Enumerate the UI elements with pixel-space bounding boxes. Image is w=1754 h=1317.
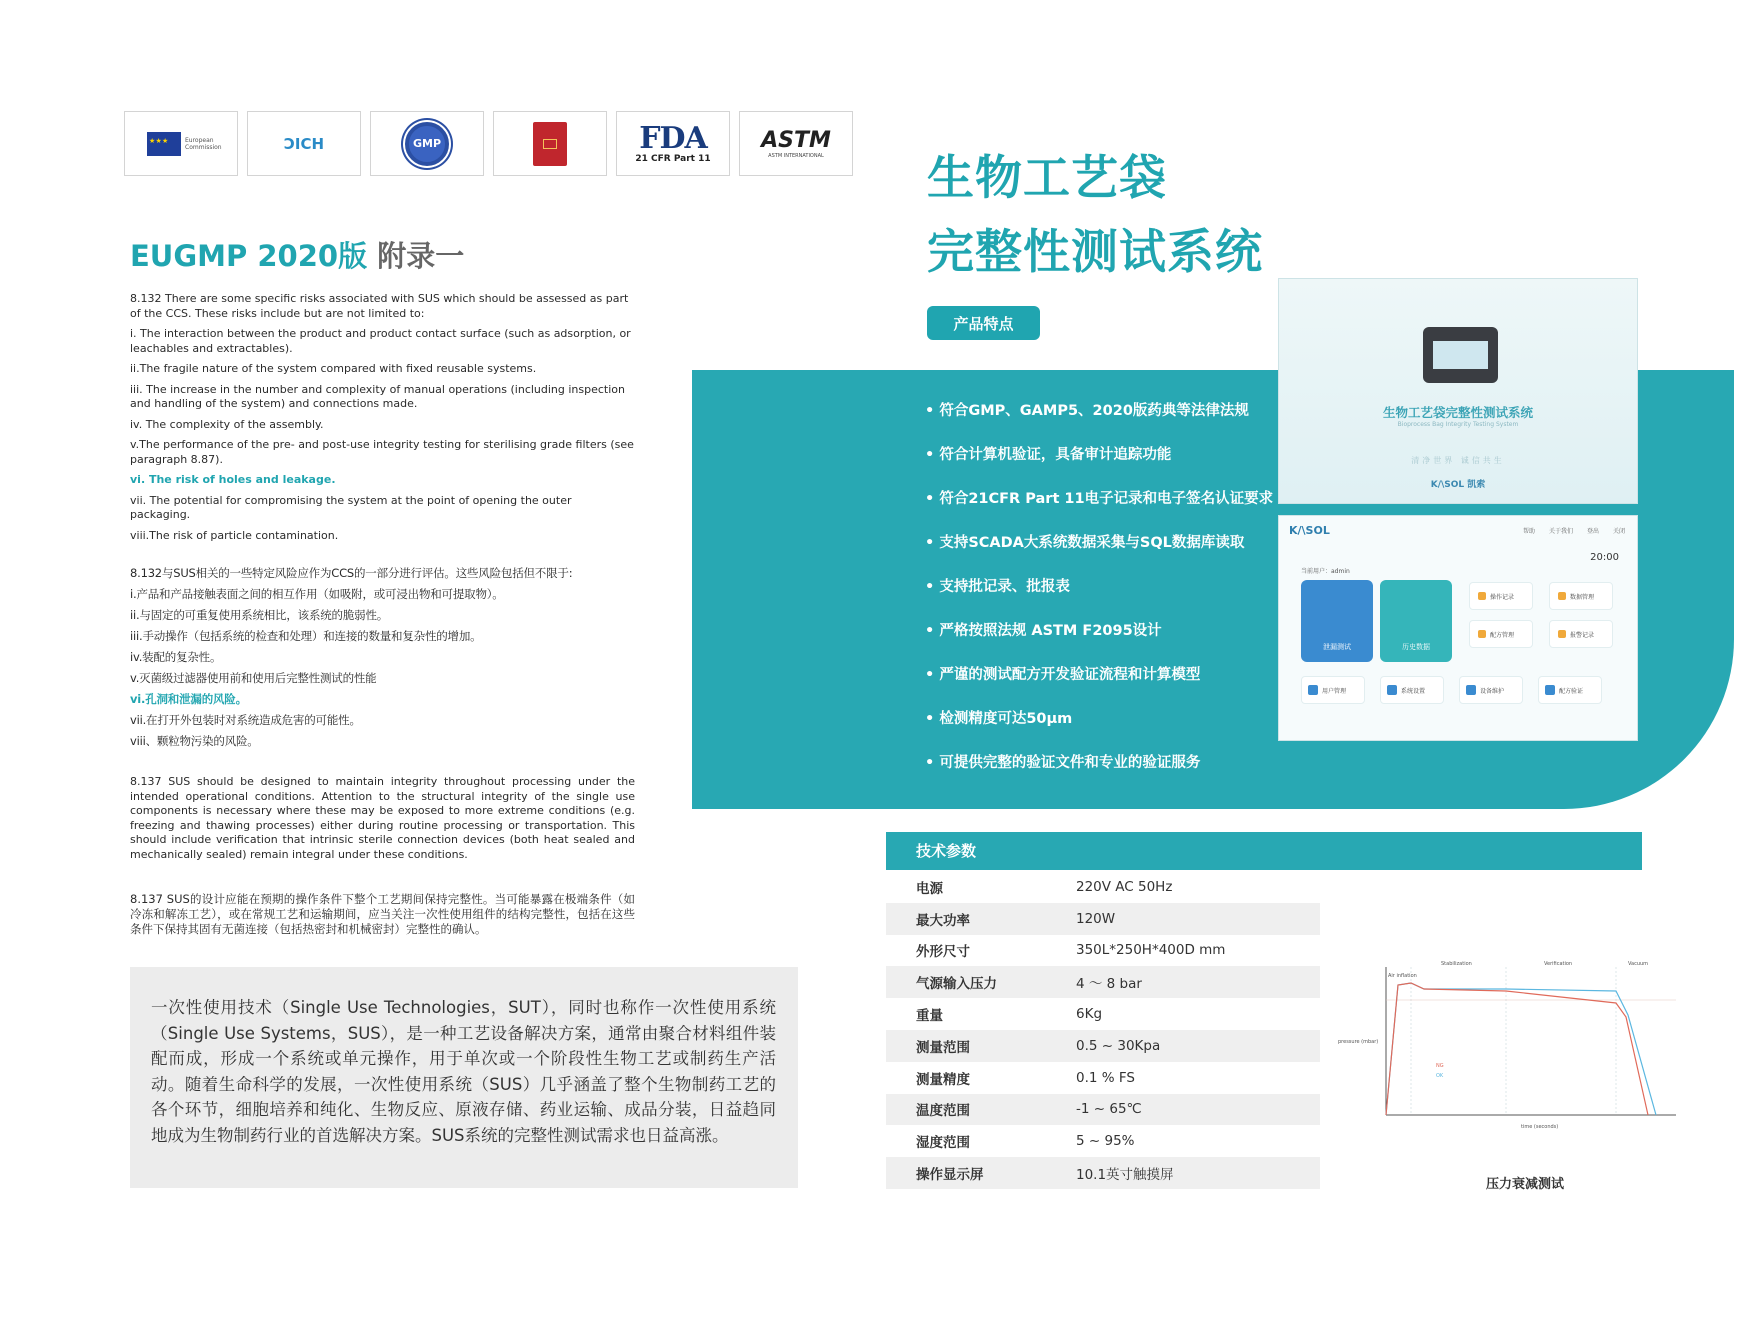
spec-key: 测量精度 [916,1071,970,1088]
spec-row [886,1125,1320,1157]
phase-label: Verification [1544,961,1573,967]
spec-row [886,966,1320,998]
feature-item: • 符合GMP、GAMP5、2020版药典等法律法规 [925,397,1273,441]
spec-header: 技术参数 [886,832,1642,870]
en-point: ii.The fragile nature of the system compared with fixed reusable systems. [130,362,537,375]
device-image: 生物工艺袋完整性测试系统 Bioprocess Bag Integrity Testing System 清净世界 诚信共生 K/\SOL 凯索 [1278,278,1638,504]
cn-point: v.灭菌级过滤器使用前和使用后完整性测试的性能 [130,671,377,685]
sut-intro-box [130,967,798,1188]
software-tile: 配方管理 [1469,620,1533,648]
spec-key: 最大功率 [886,903,1076,935]
spec-value: 0.1 % FS [1076,1069,1135,1086]
spec-value: 10.1英寸触摸屏 [1076,1157,1320,1189]
eu-commission-logo: ★ ★ ★ European Commission [124,111,238,176]
cn-point: viii、颗粒物污染的风险。 [130,734,259,748]
certification-logos [124,111,853,176]
spec-row [886,1062,1320,1094]
spec-row [886,1094,1320,1126]
spec-value: 0.5 ~ 30Kpa [1076,1030,1320,1062]
cn-point: i.产品和产品接触表面之间的相互作用（如吸附，或可浸出物和可提取物）。 [130,587,504,601]
phase-label: Stabilization [1441,961,1472,967]
spec-key: 操作显示屏 [886,1157,1076,1189]
pharmacopoeia-book-icon [533,122,567,166]
history-data-tile: 历史数据 [1380,580,1452,662]
y-axis-label: pressure (mbar) [1338,1039,1379,1045]
ich-logo: ƆICH [247,111,361,176]
software-tile: 配方验证 [1538,676,1602,704]
spec-key: 湿度范围 [916,1135,970,1152]
spec-value: 6Kg [1076,1006,1103,1023]
feature-item: • 可提供完整的验证文件和专业的验证服务 [925,749,1273,793]
spec-row [886,1030,1320,1062]
chinese-8137-paragraph: 8.137 SUS的设计应能在预期的操作条件下整个工艺期间保持完整性。当可能暴露在极端条件（如冷冻和解冻工艺），或在常规工艺和运输期间，应当关注一次性使用组件的结构完整性，包括在这些条件下保持其固有无菌连接（包括热密封和机械密封）完整性的确认。 [130,892,635,936]
en-point: vii. The potential for compromising the system at the point of opening the outer packaging. [130,493,572,521]
feature-item: • 符合计算机验证，具备审计追踪功能 [925,441,1273,485]
spec-value: 350L*250H*400D mm [1076,942,1226,959]
spec-key: 气源输入压力 [886,966,1076,998]
sut-intro-text: 一次性使用技术（Single Use Technologies，SUT），同时也称作一次性使用系统（Single Use Systems，SUS），是一种工艺设备解决方案，通常由聚合材料组件装配而成，形成一个系统或单元操作，用于单次或一个阶段性生物工艺或制药生产活动。随着生命科学的发展，一次性使用系统（SUS）几乎涵盖了整个生物制药工艺的各个环节，细胞培养和纯化、生物反应、原液存储、药业运输、成品分装，日益趋同地成为生物制药行业的首选解决方案。SUS系统的完整性测试需求也日益高涨。 [151,998,776,1145]
feature-item: • 支持SCADA大系统数据采集与SQL数据库读取 [925,529,1273,573]
phase-label: Air inflation [1388,973,1417,979]
english-8137-paragraph: 8.137 SUS should be designed to maintain integrity throughout processing under the intended operational conditions. Attention to the structural integrity of the single use components is necessary where these may be exposed to more extreme conditions (e.g. freezing and thawing processes) either during routine processing or transportation. This should include verification that intrinsic sterile connection devices (both heat sealed and mechanically sealed) remain integral under these conditions. [130,775,635,861]
software-nav: 帮助 关于我们 登出 关闭 [1522,528,1625,535]
eugmp-title: EUGMP 2020版 附录一 [130,239,465,273]
en-point: iii. The increase in the number and complexity of manual operations (including inspection and handling of the system) and connections made. [130,382,626,410]
en-point: viii.The risk of particle contamination. [130,528,339,542]
cn-point: iv.装配的复杂性。 [130,650,222,664]
spec-value: 220V AC 50Hz [1076,878,1173,895]
feature-item: • 检测精度可达50μm [925,705,1273,749]
en-point: 8.132 There are some specific risks associated with SUS which should be assessed as part of the CCS. These risks include but are not limited to: [130,292,629,320]
pharmacopoeia-logo [493,111,607,176]
cn-point: 8.132与SUS相关的一些特定风险应作为CCS的一部分进行评估。这些风险包括但不限于: [130,566,573,580]
spec-key: 温度范围 [886,1094,1076,1126]
x-axis-label: time (seconds) [1521,1124,1559,1130]
spec-value: 4 ～ 8 bar [1076,966,1320,998]
spec-table [886,871,1320,1189]
spec-row [886,935,1320,967]
feature-item: • 严谨的测试配方开发验证流程和计算模型 [925,661,1273,705]
phase-label: Vacuum [1628,961,1649,967]
pressure-decay-chart [1336,955,1696,1145]
tester-device-icon [1423,327,1498,383]
software-tile: 系统设置 [1380,676,1444,704]
software-tile: 操作记录 [1469,582,1533,610]
spec-key: 测量范围 [886,1030,1076,1062]
spec-value: 5 ~ 95% [1076,1133,1135,1150]
software-screenshot: K/\SOL 帮助 关于我们 登出 关闭 20:00 当前用户：admin 泄漏测试 历史数据 操作记录 数据管理 配方管理 报警记录 用户管理 系统设置 设备维护 配方验证 [1278,515,1638,741]
fda-logo: FDA 21 CFR Part 11 [616,111,730,176]
en-point: v.The performance of the pre- and post-use integrity testing for sterilising grade filters (see paragraph 8.87). [130,438,634,466]
software-tile: 数据管理 [1549,582,1613,610]
english-risks-list [130,292,635,543]
feature-item: • 符合21CFR Part 11电子记录和电子签名认证要求 [925,485,1273,529]
feature-list [925,397,1273,793]
cn-point: vii.在打开外包装时对系统造成危害的可能性。 [130,713,361,727]
spec-value: 120W [1076,903,1320,935]
software-tile: 报警记录 [1549,620,1613,648]
astm-logo: ASTM ASTM INTERNATIONAL [739,111,853,176]
spec-row [886,871,1320,903]
feature-item: • 严格按照法规 ASTM F2095设计 [925,617,1273,661]
features-tag: 产品特点 [927,306,1040,340]
gmp-logo: GMP [370,111,484,176]
spec-row [886,903,1320,935]
product-title: 生物工艺袋 完整性测试系统 [927,151,1263,280]
spec-row [886,998,1320,1030]
cn-point-highlight: vi.孔洞和泄漏的风险。 [130,692,247,706]
spec-row [886,1157,1320,1189]
spec-key: 外形尺寸 [916,944,970,961]
feature-item: • 支持批记录、批报表 [925,573,1273,617]
en-point-highlight: vi. The risk of holes and leakage. [130,473,336,486]
spec-key: 电源 [916,880,943,897]
cn-point: ii.与固定的可重复使用系统相比，该系统的脆弱性。 [130,608,389,622]
legend-ng: NG [1436,1063,1444,1069]
leak-test-tile: 泄漏测试 [1301,580,1373,662]
spec-value: -1 ~ 65℃ [1076,1094,1320,1126]
software-tile: 设备维护 [1459,676,1523,704]
chinese-risks-list [130,563,635,752]
ng-series-line [1386,983,1648,1115]
en-point: iv. The complexity of the assembly. [130,417,324,431]
cn-point: iii.手动操作（包括系统的检查和处理）和连接的数量和复杂性的增加。 [130,629,482,643]
en-point: i. The interaction between the product and product contact surface (such as adsorption, or leachables and extractables). [130,327,631,355]
chart-caption: 压力衰减测试 [1486,1177,1565,1192]
eu-flag-icon [147,132,181,156]
legend-ok: OK [1436,1073,1444,1079]
spec-key: 重量 [916,1008,943,1025]
software-tile: 用户管理 [1301,676,1365,704]
